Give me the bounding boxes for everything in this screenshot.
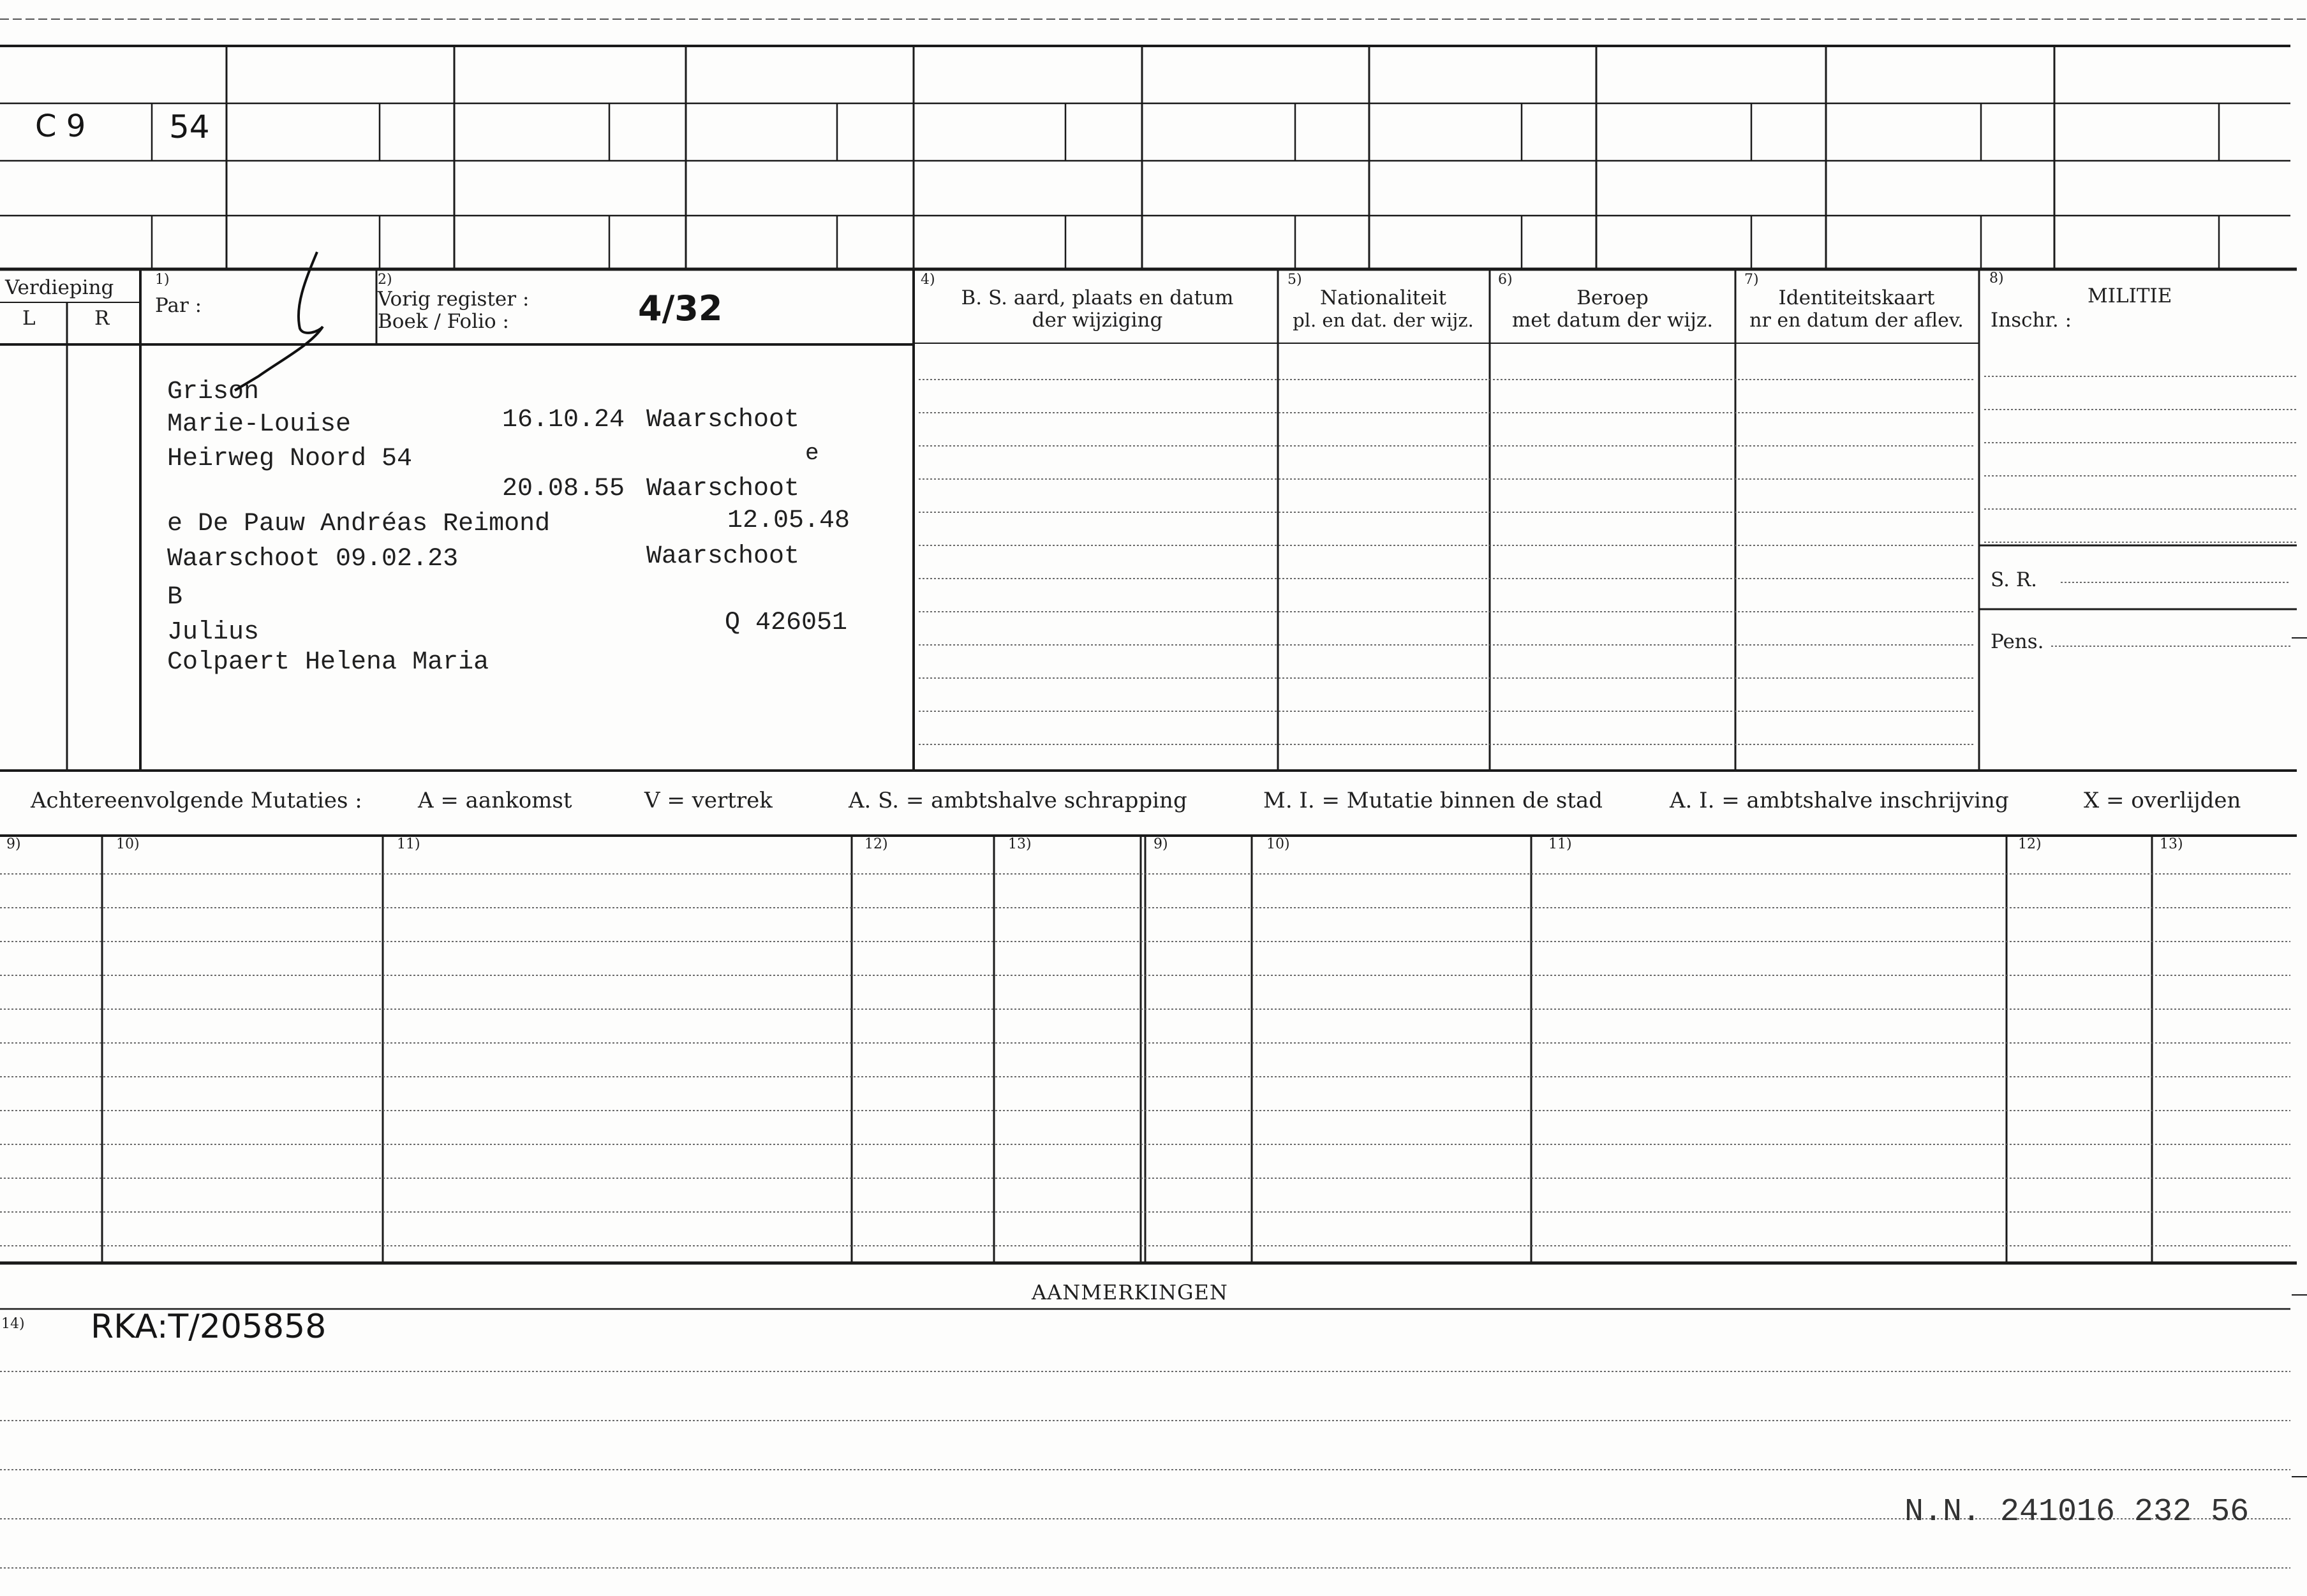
legend-ambtshalve-schrapping: A. S. = ambtshalve schrapping [849,788,1187,813]
mut-left-col13: 13) [1008,836,1032,852]
sr-label: S. R. [1991,568,2038,591]
mut-right-col9: 9) [1154,836,1168,852]
settle-date: 20.08.55 [502,475,625,503]
id-card-number: Q 426051 [725,609,848,637]
identiteitskaart-header: Identiteitskaart [1778,286,1935,309]
mut-left-col12: 12) [864,836,888,852]
vorig-register-label: Vorig register : [378,288,530,311]
mut-right-col10: 10) [1266,836,1290,852]
mut-left-col11: 11) [397,836,420,852]
surname: Grison [167,378,260,406]
col4-number: 4) [921,272,935,288]
address: Heirweg Noord 54 [167,445,413,473]
settle-place: Waarschoot [646,475,800,503]
verdieping-right-label: R [94,307,110,330]
par-label: Par : [155,294,202,317]
col4-header-line2: der wijziging [1032,309,1163,332]
legend-aankomst: A = aankomst [418,788,572,813]
marriage-date: 12.05.48 [727,506,850,535]
mut-left-col9: 9) [6,836,21,852]
remarks-value: RKA:T/205858 [91,1308,327,1346]
birth-place: Waarschoot [646,406,800,434]
identiteitskaart-subheader: nr en datum der aflev. [1749,309,1964,332]
legend-overlijden: X = overlijden [2084,788,2241,813]
nationaliteit-subheader: pl. en dat. der wijz. [1293,309,1474,331]
col2-number: 2) [378,272,392,288]
vorig-register-value: 4/32 [638,288,723,329]
nationaliteit-header: Nationaliteit [1319,286,1447,309]
mut-right-col12: 12) [2018,836,2042,852]
militie-header: MILITIE [2088,284,2172,307]
col5-number: 5) [1287,272,1302,288]
col1-number: 1) [155,272,170,288]
mother-name: Colpaert Helena Maria [167,648,489,677]
nn-number: N.N. 241016 232 56 [1904,1494,2250,1530]
code-field: C 9 [35,108,86,144]
mut-left-col10: 10) [116,836,140,852]
col4-header-line1: B. S. aard, plaats en datum [961,286,1234,309]
spouse-name: e De Pauw Andréas Reimond [167,510,551,538]
marriage-place: Waarschoot [646,542,800,571]
note-e: e [805,440,819,466]
first-name: Marie-Louise [167,410,352,439]
number-field: 54 [169,108,210,145]
legend-ambtshalve-inschrijving: A. I. = ambtshalve inschrijving [1670,788,2009,813]
legend-mutatie-binnen-stad: M. I. = Mutatie binnen de stad [1263,788,1603,813]
beroep-header: Beroep [1576,286,1649,309]
legend-vertrek: V = vertrek [644,788,773,813]
verdieping-header: Verdieping [5,276,114,299]
remarks-number: 14) [1,1316,25,1332]
boek-folio-label: Boek / Folio : [378,310,509,333]
birth-date: 16.10.24 [502,406,625,434]
beroep-subheader: met datum der wijz. [1511,309,1714,332]
pens-label: Pens. [1991,630,2044,653]
mutaties-title: Achtereenvolgende Mutaties : [31,788,362,813]
code-b: B [167,583,183,612]
col6-number: 6) [1498,272,1513,288]
aanmerkingen-title: AANMERKINGEN [1032,1280,1228,1304]
inschr-label: Inschr. : [1991,309,2072,332]
spouse-birth: Waarschoot 09.02.23 [167,545,459,573]
mut-right-col11: 11) [1548,836,1572,852]
verdieping-left-label: L [22,307,36,330]
col8-number: 8) [1989,270,2004,286]
mut-right-col13: 13) [2160,836,2183,852]
col7-number: 7) [1744,272,1759,288]
father-name: Julius [167,618,260,647]
